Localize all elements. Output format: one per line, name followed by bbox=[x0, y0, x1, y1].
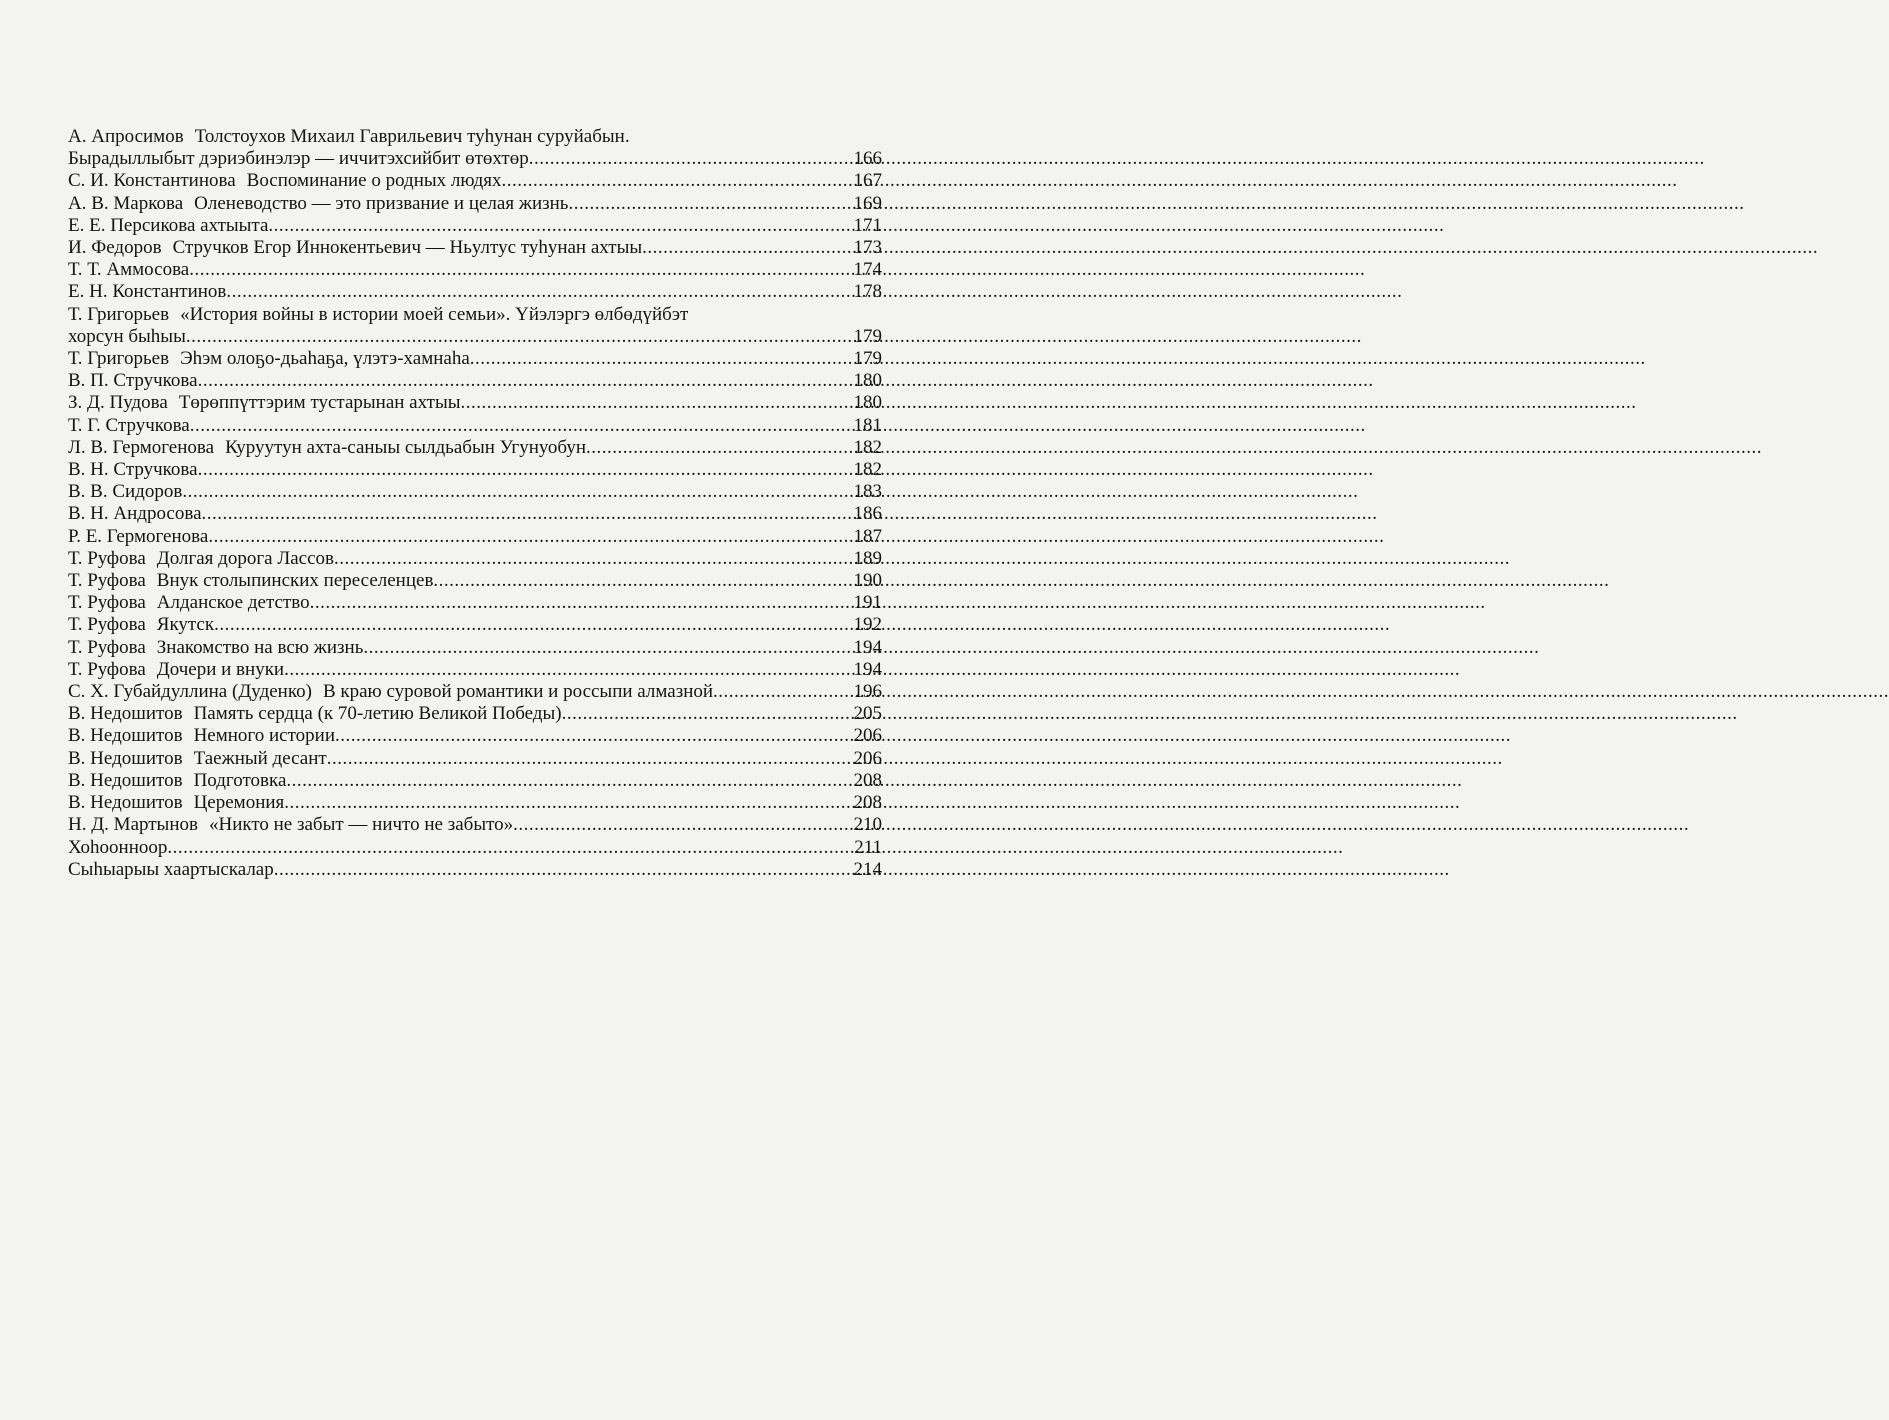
toc-title: Немного истории bbox=[193, 725, 335, 747]
toc-entry bbox=[68, 703, 882, 725]
toc-line bbox=[68, 770, 882, 792]
toc-page-number: 189 bbox=[853, 547, 882, 569]
toc-line bbox=[68, 814, 882, 836]
toc-line bbox=[68, 126, 882, 148]
toc-page-number: 179 bbox=[853, 348, 882, 370]
toc-entry bbox=[68, 437, 882, 459]
toc-page-number: 178 bbox=[853, 281, 882, 303]
toc-author: Хоһоонноор bbox=[68, 836, 168, 858]
toc-dot-leader bbox=[274, 859, 854, 881]
toc-title: Эһэм олоҕо-дьаһаҕа, үлэтэ-хамнаһа bbox=[180, 348, 470, 370]
toc-entry bbox=[68, 637, 882, 659]
toc-entry bbox=[68, 614, 882, 636]
toc-author: В. Н. Стручкова bbox=[68, 459, 198, 481]
toc-page-number: 186 bbox=[853, 503, 882, 525]
toc-line bbox=[68, 215, 882, 237]
toc-line bbox=[68, 548, 882, 570]
toc-entry bbox=[68, 304, 882, 348]
toc-dot-leader bbox=[713, 681, 853, 703]
toc-line bbox=[68, 392, 882, 414]
toc-page-number: 182 bbox=[853, 459, 882, 481]
toc-title: Куруутун ахта-саныы сылдьабын Угунуобун bbox=[225, 436, 587, 458]
toc-line bbox=[68, 348, 882, 370]
toc-title: Оленеводство — это призвание и целая жизнь bbox=[194, 192, 569, 214]
toc-dot-leader bbox=[286, 770, 853, 792]
toc-entry bbox=[68, 126, 882, 170]
toc-page-number: 205 bbox=[853, 703, 882, 725]
toc-dot-leader bbox=[642, 237, 853, 259]
toc-entry bbox=[68, 170, 882, 192]
toc-line bbox=[68, 526, 882, 548]
toc-line bbox=[68, 859, 882, 881]
toc-entry bbox=[68, 281, 882, 303]
toc-line bbox=[68, 614, 882, 636]
toc-author: Л. В. Гермогенова bbox=[68, 436, 215, 458]
toc-entry bbox=[68, 215, 882, 237]
toc-author: Т. Г. Стручкова bbox=[68, 414, 190, 436]
toc-author: Р. Е. Гермогенова bbox=[68, 525, 209, 547]
toc-page-number: 182 bbox=[853, 436, 882, 458]
toc-line bbox=[68, 592, 882, 614]
toc-author: З. Д. Пудова bbox=[68, 392, 168, 414]
toc-title: В краю суровой романтики и россыпи алмазной bbox=[322, 681, 714, 703]
toc-line bbox=[68, 281, 882, 303]
toc-title: Дочери и внуки bbox=[156, 658, 285, 680]
toc-page-number: 169 bbox=[853, 192, 882, 214]
toc-line bbox=[68, 837, 882, 859]
toc-author: В. Недошитов bbox=[68, 725, 183, 747]
toc-page-number: 166 bbox=[853, 148, 882, 170]
toc-entry bbox=[68, 748, 882, 770]
toc-page-number: 180 bbox=[853, 392, 882, 414]
toc-entry bbox=[68, 837, 882, 859]
toc-page-number: 211 bbox=[854, 836, 882, 858]
toc-author: В. Н. Андросова bbox=[68, 503, 202, 525]
toc-entry bbox=[68, 392, 882, 414]
toc-title: Якутск bbox=[156, 614, 215, 636]
toc-title: Төрөппүттэрим тустарынан ахтыы bbox=[178, 392, 461, 414]
toc-page-number: 183 bbox=[853, 481, 882, 503]
toc-title: Память сердца (к 70-летию Великой Победы) bbox=[193, 703, 562, 725]
toc-entry bbox=[68, 503, 882, 525]
toc-dot-leader bbox=[460, 392, 853, 414]
toc-entry bbox=[68, 459, 882, 481]
toc-page-number: 196 bbox=[853, 681, 882, 703]
toc-dot-leader bbox=[198, 459, 854, 481]
toc-line bbox=[68, 326, 882, 348]
toc-author: С. Х. Губайдуллина (Дуденко) bbox=[68, 681, 312, 703]
toc-author: Е. Е. Персикова ахтыыта bbox=[68, 214, 269, 236]
toc-title: «История войны в истории моей семьи». Үйэлэргэ өлбөдүйбэт bbox=[180, 303, 689, 325]
toc-entry bbox=[68, 193, 882, 215]
toc-page-number: 167 bbox=[853, 170, 882, 192]
toc-line bbox=[68, 148, 882, 170]
toc-line bbox=[68, 570, 882, 592]
toc-dot-leader bbox=[502, 170, 854, 192]
toc-dot-leader bbox=[284, 659, 853, 681]
toc-line bbox=[68, 237, 882, 259]
toc-line bbox=[68, 370, 882, 392]
toc-author: Т. Руфова bbox=[68, 658, 146, 680]
toc-title: Долгая дорога Лассов bbox=[156, 547, 334, 569]
toc-author: Т. Руфова bbox=[68, 636, 146, 658]
toc-line bbox=[68, 437, 882, 459]
toc-author: А. Апросимов bbox=[68, 126, 184, 147]
toc-author: В. Недошитов bbox=[68, 703, 183, 725]
toc-author: В. Недошитов bbox=[68, 769, 183, 791]
toc-dot-leader bbox=[586, 437, 853, 459]
toc-line bbox=[68, 503, 882, 525]
toc-title-continued: хорсун быһыы bbox=[68, 325, 186, 347]
toc-entry bbox=[68, 859, 882, 881]
toc-author: Н. Д. Мартынов bbox=[68, 814, 198, 836]
toc-line bbox=[68, 681, 882, 703]
toc-author: Т. Руфова bbox=[68, 570, 146, 592]
toc-line bbox=[68, 703, 882, 725]
toc-author: Сыһыарыы хаартыскалар bbox=[68, 858, 274, 880]
toc-author: Т. Т. Аммосова bbox=[68, 259, 190, 281]
toc-entry bbox=[68, 548, 882, 570]
toc-entry bbox=[68, 725, 882, 747]
toc-page-number: 179 bbox=[853, 325, 882, 347]
toc-page-number: 194 bbox=[853, 658, 882, 680]
toc-author: Е. Н. Константинов bbox=[68, 281, 227, 303]
toc-page-number: 181 bbox=[853, 414, 882, 436]
toc-entry bbox=[68, 570, 882, 592]
toc-line bbox=[68, 748, 882, 770]
toc-line bbox=[68, 459, 882, 481]
toc-entry bbox=[68, 348, 882, 370]
toc-page-number: 192 bbox=[853, 614, 882, 636]
toc-dot-leader bbox=[198, 370, 854, 392]
toc-title: Толстоухов Михаил Гаврильевич туһунан суруйабын. bbox=[194, 126, 630, 147]
toc-author: В. П. Стручкова bbox=[68, 370, 198, 392]
toc-dot-leader bbox=[562, 703, 854, 725]
toc-entry bbox=[68, 592, 882, 614]
toc-page-number: 187 bbox=[853, 525, 882, 547]
toc-dot-leader bbox=[327, 748, 854, 770]
toc-line bbox=[68, 792, 882, 814]
toc-page-number: 191 bbox=[853, 592, 882, 614]
toc-line bbox=[68, 304, 882, 326]
toc-line bbox=[68, 637, 882, 659]
toc-dot-leader bbox=[268, 215, 853, 237]
toc-entry bbox=[68, 237, 882, 259]
toc-dot-leader bbox=[433, 570, 853, 592]
toc-page-number: 190 bbox=[853, 570, 882, 592]
toc-author: И. Федоров bbox=[68, 237, 162, 259]
table-of-contents bbox=[68, 126, 882, 881]
toc-dot-leader bbox=[208, 526, 853, 548]
toc-entry bbox=[68, 681, 882, 703]
toc-dot-leader bbox=[335, 725, 854, 747]
toc-entry bbox=[68, 481, 882, 503]
toc-entry bbox=[68, 814, 882, 836]
toc-title: Внук столыпинских переселенцев bbox=[156, 570, 434, 592]
toc-entry bbox=[68, 770, 882, 792]
toc-dot-leader bbox=[334, 548, 854, 570]
toc-title: Таежный десант bbox=[193, 747, 327, 769]
toc-line bbox=[68, 259, 882, 281]
toc-title: Алданское детство bbox=[156, 592, 310, 614]
toc-line bbox=[68, 659, 882, 681]
toc-entry bbox=[68, 659, 882, 681]
toc-line bbox=[68, 725, 882, 747]
toc-dot-leader bbox=[182, 481, 853, 503]
toc-author: Т. Григорьев bbox=[68, 303, 170, 325]
toc-page-number: 208 bbox=[853, 769, 882, 791]
toc-dot-leader bbox=[363, 637, 853, 659]
toc-dot-leader bbox=[529, 148, 854, 170]
document-page bbox=[0, 0, 935, 1420]
toc-author: А. В. Маркова bbox=[68, 192, 184, 214]
toc-dot-leader bbox=[186, 326, 854, 348]
toc-title: Знакомство на всю жизнь bbox=[156, 636, 364, 658]
toc-author: Т. Григорьев bbox=[68, 348, 170, 370]
toc-dot-leader bbox=[568, 193, 853, 215]
toc-title: Церемония bbox=[193, 792, 285, 814]
toc-page-number: 174 bbox=[853, 259, 882, 281]
toc-line bbox=[68, 170, 882, 192]
toc-dot-leader bbox=[470, 348, 854, 370]
toc-entry bbox=[68, 526, 882, 548]
toc-page-number: 208 bbox=[853, 792, 882, 814]
toc-dot-leader bbox=[214, 614, 853, 636]
toc-title-continued: Бырадыллыбыт дэриэбинэлэр — иччитэхсийбит өтөхтөр bbox=[68, 148, 529, 170]
toc-author: В. Недошитов bbox=[68, 792, 183, 814]
toc-line bbox=[68, 481, 882, 503]
toc-entry bbox=[68, 415, 882, 437]
toc-line bbox=[68, 415, 882, 437]
toc-dot-leader bbox=[284, 792, 853, 814]
toc-dot-leader bbox=[202, 503, 854, 525]
toc-entry bbox=[68, 259, 882, 281]
toc-page-number: 206 bbox=[853, 747, 882, 769]
toc-author: С. И. Константинова bbox=[68, 170, 236, 192]
toc-author: В. Недошитов bbox=[68, 747, 183, 769]
toc-author: В. В. Сидоров bbox=[68, 481, 183, 503]
toc-page-number: 194 bbox=[853, 636, 882, 658]
toc-dot-leader bbox=[167, 837, 854, 859]
toc-author: Т. Руфова bbox=[68, 592, 146, 614]
toc-dot-leader bbox=[226, 281, 853, 303]
toc-entry bbox=[68, 792, 882, 814]
toc-page-number: 214 bbox=[853, 858, 882, 880]
toc-dot-leader bbox=[189, 259, 853, 281]
toc-page-number: 171 bbox=[853, 214, 882, 236]
toc-page-number: 180 bbox=[853, 370, 882, 392]
toc-title: Подготовка bbox=[193, 769, 287, 791]
toc-page-number: 206 bbox=[853, 725, 882, 747]
toc-entry bbox=[68, 370, 882, 392]
toc-title: «Никто не забыт — ничто не забыто» bbox=[208, 814, 514, 836]
toc-title: Воспоминание о родных людях bbox=[246, 170, 502, 192]
toc-author: Т. Руфова bbox=[68, 614, 146, 636]
toc-dot-leader bbox=[190, 415, 854, 437]
toc-page-number: 173 bbox=[853, 237, 882, 259]
toc-page-number: 210 bbox=[853, 814, 882, 836]
toc-dot-leader bbox=[310, 592, 854, 614]
toc-title: Стручков Егор Иннокентьевич — Ньултус туһунан ахтыы bbox=[172, 237, 643, 259]
toc-dot-leader bbox=[513, 814, 853, 836]
toc-line bbox=[68, 193, 882, 215]
toc-author: Т. Руфова bbox=[68, 547, 146, 569]
